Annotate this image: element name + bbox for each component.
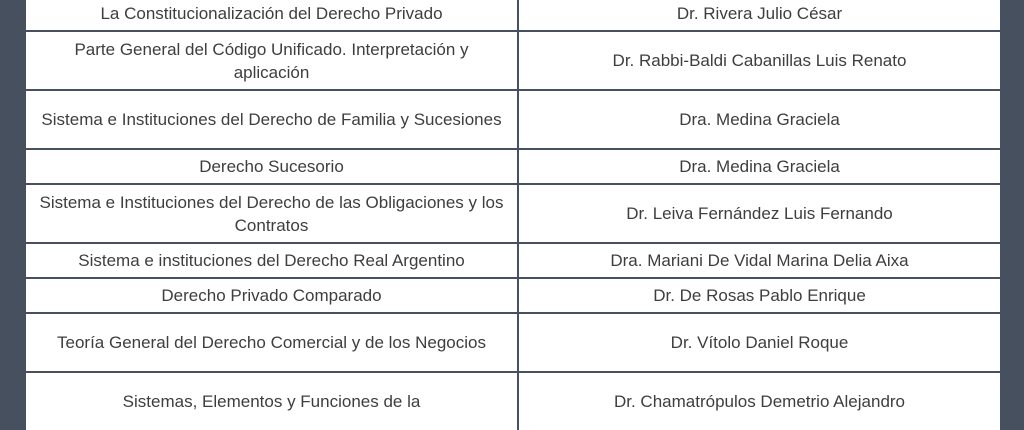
subject-text: Derecho Sucesorio	[199, 157, 344, 176]
subject-cell	[26, 279, 517, 312]
professor-cell	[519, 373, 1000, 430]
professor-cell	[519, 32, 1000, 89]
professor-text: Dra. Mariani De Vidal Marina Delia Aixa	[610, 251, 909, 270]
course-table	[26, 0, 1000, 430]
professor-cell	[519, 91, 1000, 148]
professor-cell	[519, 0, 1000, 30]
professor-cell	[519, 150, 1000, 183]
subject-cell	[26, 150, 517, 183]
professor-text: Dr. Leiva Fernández Luis Fernando	[626, 204, 893, 223]
subject-cell	[26, 0, 517, 30]
subject-text: La Constitucionalización del Derecho Privado	[100, 4, 443, 23]
professor-text: Dr. De Rosas Pablo Enrique	[653, 286, 866, 305]
subject-text: Sistema e Instituciones del Derecho de Familia y Sucesiones	[41, 110, 502, 129]
professor-text: Dra. Medina Graciela	[679, 110, 840, 129]
subject-text: Derecho Privado Comparado	[161, 286, 382, 305]
subject-cell	[26, 314, 517, 371]
professor-cell	[519, 314, 1000, 371]
subject-cell	[26, 32, 517, 89]
subject-cell	[26, 185, 517, 242]
professor-text: Dr. Vítolo Daniel Roque	[670, 333, 849, 352]
professor-cell	[519, 279, 1000, 312]
professor-text: Dr. Chamatrópulos Demetrio Alejandro	[613, 392, 906, 411]
subject-cell	[26, 373, 517, 430]
professor-text: Dra. Medina Graciela	[679, 157, 840, 176]
subject-text: Teoría General del Derecho Comercial y de los Negocios	[57, 333, 486, 352]
subject-cell	[26, 244, 517, 277]
subject-text: Sistema e Instituciones del Derecho de las Obligaciones y los Contratos	[39, 192, 504, 235]
professor-text: Dr. Rabbi-Baldi Cabanillas Luis Renato	[612, 51, 907, 70]
subject-text: Sistema e instituciones del Derecho Real Argentino	[78, 251, 465, 270]
subject-text: Sistemas, Elementos y Funciones de la	[122, 392, 421, 411]
professor-text: Dr. Rivera Julio César	[676, 4, 843, 23]
professor-cell	[519, 244, 1000, 277]
subject-cell	[26, 91, 517, 148]
professor-cell	[519, 185, 1000, 242]
subject-text: Parte General del Código Unificado. Interpretación y aplicación	[74, 39, 469, 82]
